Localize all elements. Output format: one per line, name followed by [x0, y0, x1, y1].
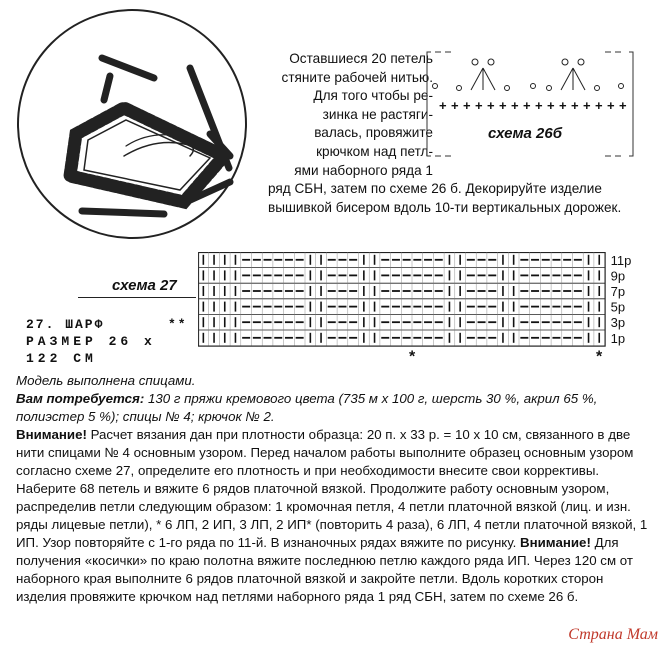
size-label: РАЗМЕР 26 х: [26, 334, 156, 349]
chain-symbol: [619, 84, 624, 89]
row-label: 9р: [610, 268, 626, 284]
row-label: 11р: [610, 252, 632, 268]
stitch-symbol: +: [451, 98, 459, 113]
chain-symbol: [433, 84, 438, 89]
knitting-illustration: [14, 6, 250, 242]
stitch-symbol: +: [463, 98, 471, 113]
text-line: ряд СБН, затем по схеме 26 б. Декорируйте изделие: [268, 181, 602, 197]
stitch-symbol: +: [595, 98, 603, 113]
scheme-26b-stitches: [433, 59, 628, 113]
text-line: ями наборного ряда 1: [294, 162, 433, 178]
text-line: зинка не растяги-: [322, 106, 433, 122]
scheme-26b-label: схема 26б: [488, 125, 563, 142]
row-label: 5р: [610, 299, 626, 315]
text-line: вышивкой бисером вдоль 10-ти вертикальных дорожек.: [268, 199, 622, 215]
stitch-symbol: +: [547, 98, 555, 113]
stitch-symbol: +: [439, 98, 447, 113]
scheme-26b-diagram: [425, 48, 635, 160]
row-label: 3р: [610, 315, 626, 331]
fan-symbol: [457, 59, 510, 91]
divider: [78, 297, 196, 298]
text-line: валась, провяжите: [314, 125, 433, 141]
main-instructions: [16, 372, 656, 606]
stitch-symbol: +: [619, 98, 627, 113]
stitch-symbol: +: [511, 98, 519, 113]
watermark: Страна Мам: [568, 626, 658, 643]
materials-text: 130 г пряжи кремового цвета (735 м х 100 г, шерсть 30 %, акрил 65 %, полиэстер 5 %); спицы № 4; крючок № 2.: [16, 391, 598, 424]
text-line: стяните рабочей нитью.: [281, 69, 433, 85]
attention-label: Внимание!: [519, 535, 591, 550]
stitch-symbol: +: [487, 98, 495, 113]
fan-symbol: [547, 59, 600, 91]
instructions-text: Для получения «косички» по краю полотна вяжите последнюю петлю каждого ряда ИП. Через 120 см от наборного края выполните 6 рядов платочной вязкой и закройте петли. Вдоль коротких сторон изделия провяжите крючком над петлями наборного ряда 1 ряд СБН, затем по схеме 26 б.: [16, 535, 633, 604]
chart-frame: [199, 253, 606, 347]
stitch-symbol: +: [475, 98, 483, 113]
text-line: Оставшиеся 20 петель: [289, 51, 433, 66]
stitch-symbol: +: [499, 98, 507, 113]
stitch-symbol: +: [583, 98, 591, 113]
scheme-27-label: схема 27: [112, 277, 177, 294]
scheme-27-chart: [198, 252, 642, 370]
stitch-symbol: +: [523, 98, 531, 113]
instructions-text: Расчет вязания дан при плотности образца: 20 п. х 33 р. = 10 х 10 см, связанного в две нити спицами № 4 основным узором. Перед началом работы выполните образец основным узором согласно схеме 27, определите его плотность и при необходимости внесите свои коррективы. Наберите 68 петель и вяжите 6 рядов платочной вязкой. Продолжите работу основным узором, распределив петли следующим образом: 1 кромочная петля, 4 петли платочной вязкой (лиц. и изн. ряды лицевые петли), * 6 ЛП, 2 ИП, 3 ЛП, 2 ИП* (повторить 4 раза), 6 ЛП, 4 петли платочной вязкой, 1 ИП. Узор повторяйте с 1-го ряда по 11-й. В изнаночных рядах вяжите по рисунку.: [16, 427, 648, 550]
stitch-symbol: +: [607, 98, 615, 113]
model-note: Модель выполнена спицами.: [16, 373, 196, 388]
repeat-star: *: [596, 348, 603, 366]
size-value: 122 СМ: [26, 351, 97, 366]
text-line: Для того чтобы ре-: [313, 88, 433, 104]
stitch-symbol: +: [559, 98, 567, 113]
item-title: 27. ШАРФ: [26, 317, 105, 332]
chain-symbol: [531, 84, 536, 89]
repeat-star: *: [409, 348, 416, 366]
attention-label: Внимание!: [16, 427, 87, 442]
row-label: 7р: [610, 284, 626, 299]
difficulty-stars: **: [168, 317, 188, 332]
materials-label: Вам потребуется:: [16, 391, 145, 406]
row-label: 1р: [610, 330, 626, 346]
stitch-symbol: +: [535, 98, 543, 113]
stitch-symbol: +: [571, 98, 579, 113]
text-line: крючком над петл-: [316, 143, 433, 159]
